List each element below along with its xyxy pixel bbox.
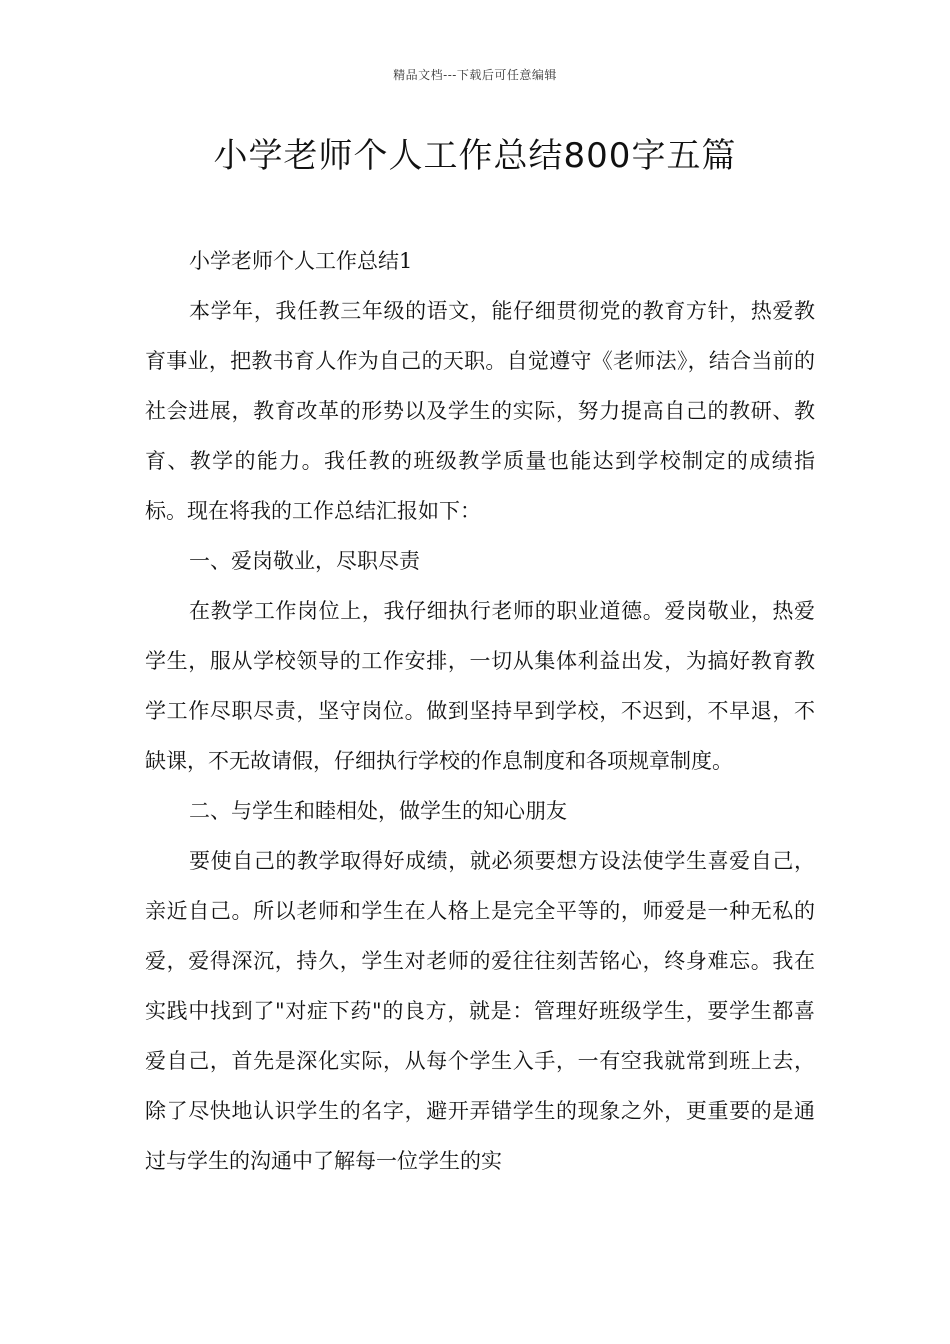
paragraph-dedication: 在教学工作岗位上，我仔细执行老师的职业道德。爱岗敬业，热爱学生，服从学校领导的工作安排，一切从集体利益出发，为搞好教育教学工作尽职尽责，坚守岗位。做到坚持早到学校，不迟到，不早退，不缺课，不无故请假，仔细执行学校的作息制度和各项规章制度。 [145,599,815,773]
document-body [145,236,815,1186]
subheading-students: 二、与学生和睦相处，做学生的知心朋友 [189,799,567,823]
section-heading-1: 小学老师个人工作总结1 [189,249,413,273]
header-note: 精品文档---下载后可任意编辑 [393,68,557,82]
paragraph-students: 要使自己的教学取得好成绩，就必须要想方设法使学生喜爱自己，亲近自己。所以老师和学生在人格上是完全平等的，师爱是一种无私的爱，爱得深沉，持久，学生对老师的爱往往刻苦铭心，终身难忘。我在实践中找到了"对症下药"的良方，就是：管理好班级学生，要学生都喜爱自己，首先是深化实际，从每个学生入手，一有空我就常到班上去，除了尽快地认识学生的名字，避开弄错学生的现象之外，更重要的是通过与学生的沟通中了解每一位学生的实 [145,849,815,1173]
subheading-dedication: 一、爱岗敬业，尽职尽责 [189,549,420,573]
paragraph-intro: 本学年，我任教三年级的语文，能仔细贯彻党的教育方针，热爱教育事业，把教书育人作为自己的天职。自觉遵守《老师法》，结合当前的社会进展，教育改革的形势以及学生的实际，努力提高自己的教研、教育、教学的能力。我任教的班级教学质量也能达到学校制定的成绩指标。现在将我的工作总结汇报如下： [145,299,815,523]
document-title: 小学老师个人工作总结800字五篇 [213,136,737,176]
